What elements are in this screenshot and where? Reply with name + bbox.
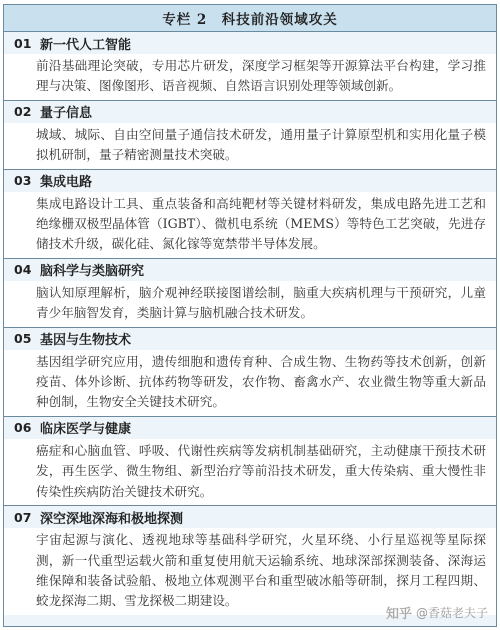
zhihu-watermark (386, 603, 488, 622)
section-heading: 深空深地深海和极地探测 (40, 511, 184, 527)
section-heading: 量子信息 (40, 106, 93, 122)
section-heading: 新一代人工智能 (40, 37, 132, 53)
section-body: 前沿基础理论突破，专用芯片研发，深度学习框架等开源算法平台构建，学习推理与决策、图像图形、语音视频、自然语言识别处理等领域创新。 (4, 54, 496, 100)
section-body: 城域、城际、自由空间量子通信技术研发，通用量子计算原型机和实用化量子模拟机研制，量子精密测量技术突破。 (4, 123, 496, 169)
section-header (4, 259, 496, 281)
section-heading: 脑科学与类脑研究 (40, 264, 145, 280)
section-body: 基因组学研究应用，遗传细胞和遗传育种、合成生物、生物药等技术创新，创新疫苗、体外诊断、抗体药物等研发，农作物、畜禽水产、农业微生物等重大新品种创制，生物安全关键技术研究。 (4, 350, 496, 416)
section-header (4, 417, 496, 439)
section-number: 05 (14, 331, 32, 347)
section-05 (4, 328, 496, 417)
section-heading: 集成电路 (40, 175, 93, 191)
column-panel (3, 4, 497, 627)
section-header (4, 32, 496, 54)
section-07 (4, 506, 496, 615)
section-header (4, 170, 496, 192)
section-number: 07 (14, 509, 32, 525)
section-06 (4, 417, 496, 506)
section-number: 04 (14, 262, 32, 278)
section-01 (4, 32, 496, 101)
section-heading: 临床医学与健康 (40, 422, 132, 438)
section-number: 01 (14, 35, 32, 51)
section-body: 集成电路设计工具、重点装备和高纯靶材等关键材料研发，集成电路先进工艺和绝缘栅双极型晶体管（IGBT）、微机电系统（MEMS）等特色工艺突破，先进存储技术升级，碳化硅、氮化镓等宽禁带半导体发展。 (4, 192, 496, 258)
section-body: 宇宙起源与演化、透视地球等基础科学研究，火星环绕、小行星巡视等星际探测，新一代重型运载火箭和重复使用航天运输系统、地球深部探测装备、深海运维保障和装备试验船、极地立体观测平台和重型破冰船等研制，探月工程四期、蛟龙探海二期、雪龙探极二期建设。 (4, 528, 496, 615)
section-body: 脑认知原理解析，脑介观神经联接图谱绘制，脑重大疾病机理与干预研究，儿童青少年脑智发育，类脑计算与脑机融合技术研发。 (4, 281, 496, 327)
panel-title: 专栏 2 科技前沿领域攻关 (4, 5, 496, 32)
section-header (4, 101, 496, 123)
section-number: 03 (14, 173, 32, 189)
watermark-author: @香菇老夫子 (415, 606, 488, 620)
section-number: 02 (14, 104, 32, 120)
section-heading: 基因与生物技术 (40, 333, 132, 349)
section-header (4, 328, 496, 350)
zhihu-logo: 知乎 (385, 607, 412, 622)
section-header (4, 506, 496, 528)
section-body: 癌症和心脑血管、呼吸、代谢性疾病等发病机制基础研究，主动健康干预技术研发，再生医学、微生物组、新型治疗等前沿技术研发，重大传染病、重大慢性非传染性疾病防治关键技术研究。 (4, 439, 496, 505)
section-number: 06 (14, 420, 32, 436)
section-04 (4, 259, 496, 328)
section-03 (4, 170, 496, 259)
section-02 (4, 101, 496, 170)
